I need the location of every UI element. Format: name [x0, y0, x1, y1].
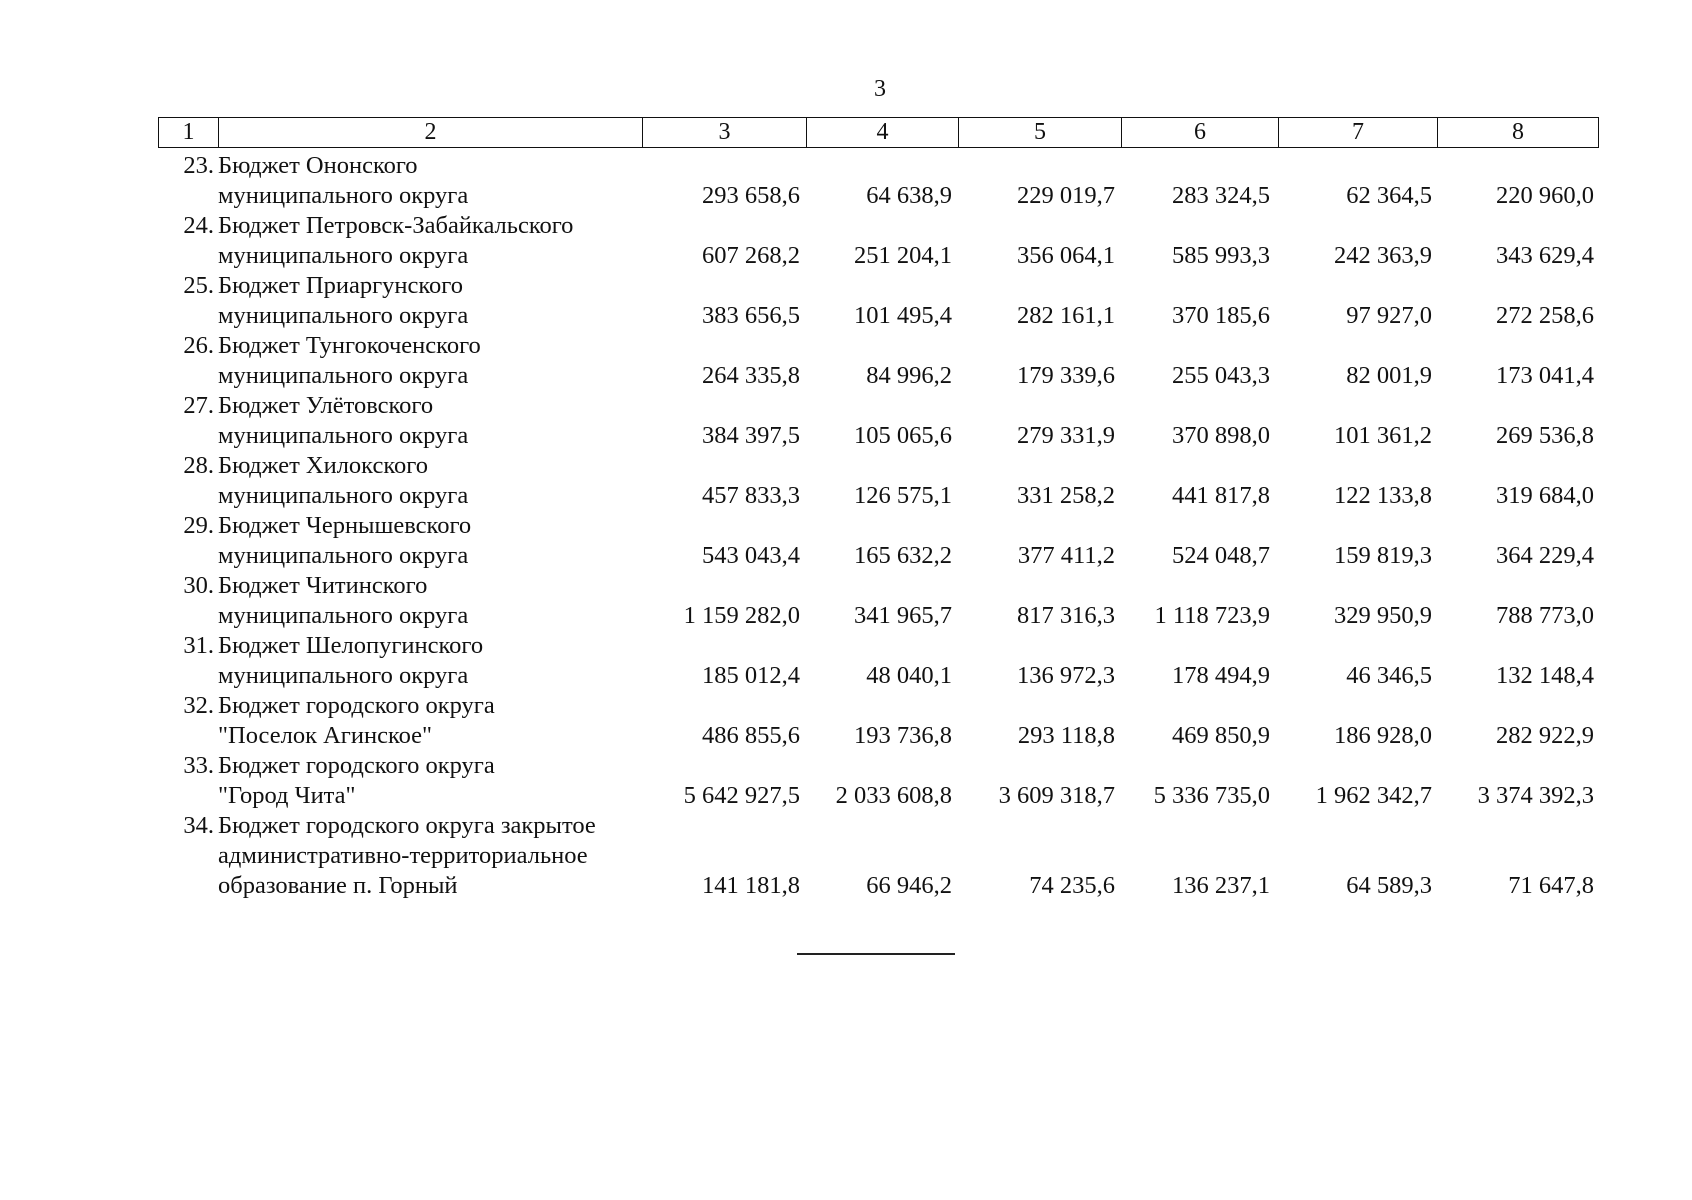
- budget-name-line: административно-территориальное: [218, 842, 588, 869]
- table-row: [158, 271, 1598, 331]
- value-col-8: 788 773,0: [1496, 602, 1594, 629]
- value-col-3: 264 335,8: [702, 362, 800, 389]
- value-col-8: 173 041,4: [1496, 362, 1594, 389]
- budget-name-line: Бюджет Приаргунского: [218, 272, 463, 299]
- value-col-8: 71 647,8: [1508, 872, 1594, 899]
- value-col-5: 74 235,6: [1029, 872, 1115, 899]
- row-number: 27.: [183, 392, 214, 419]
- column-number-1: 1: [159, 118, 219, 148]
- value-col-7: 159 819,3: [1334, 542, 1432, 569]
- row-number: 31.: [183, 632, 214, 659]
- value-col-3: 486 855,6: [702, 722, 800, 749]
- budget-name-line: Бюджет городского округа: [218, 752, 495, 779]
- column-number-4: 4: [807, 118, 959, 148]
- row-number: 23.: [183, 152, 214, 179]
- value-col-8: 282 922,9: [1496, 722, 1594, 749]
- value-col-7: 242 363,9: [1334, 242, 1432, 269]
- value-col-5: 293 118,8: [1017, 722, 1115, 749]
- budget-name-line: муниципального округа: [218, 602, 469, 629]
- value-col-4: 193 736,8: [854, 722, 952, 749]
- table-row: [158, 691, 1598, 751]
- table-row: [158, 751, 1598, 811]
- value-col-4: 105 065,6: [854, 422, 952, 449]
- value-col-6: 370 898,0: [1172, 422, 1270, 449]
- row-number: 33.: [183, 752, 214, 779]
- value-col-4: 64 638,9: [866, 182, 952, 209]
- column-number-6: 6: [1122, 118, 1279, 148]
- table-row: [158, 211, 1598, 271]
- value-col-3: 1 159 282,0: [683, 602, 800, 629]
- value-col-4: 84 996,2: [866, 362, 952, 389]
- value-col-7: 64 589,3: [1346, 872, 1432, 899]
- value-col-6: 5 336 735,0: [1153, 782, 1270, 809]
- table-row: [158, 331, 1598, 391]
- row-number: 26.: [183, 332, 214, 359]
- value-col-6: 585 993,3: [1172, 242, 1270, 269]
- table-row: [158, 631, 1598, 691]
- budget-name-line: муниципального округа: [218, 362, 469, 389]
- table-row: [158, 391, 1598, 451]
- column-number-3: 3: [643, 118, 807, 148]
- value-col-4: 126 575,1: [854, 482, 952, 509]
- value-col-7: 101 361,2: [1334, 422, 1432, 449]
- row-number: 24.: [183, 212, 214, 239]
- budget-name-line: образование п. Горный: [218, 872, 458, 899]
- budget-name-line: Бюджет Тунгокоченского: [218, 332, 481, 359]
- table-row: [158, 571, 1598, 631]
- budget-name-line: муниципального округа: [218, 302, 469, 329]
- column-number-5: 5: [959, 118, 1122, 148]
- budget-name-line: муниципального округа: [218, 422, 469, 449]
- budget-name-line: муниципального округа: [218, 542, 469, 569]
- value-col-4: 101 495,4: [854, 302, 952, 329]
- budget-name-line: Бюджет Читинского: [218, 572, 428, 599]
- value-col-6: 136 237,1: [1172, 872, 1270, 899]
- end-rule: [797, 953, 955, 955]
- value-col-5: 279 331,9: [1017, 422, 1115, 449]
- budget-name-line: Бюджет Хилокского: [218, 452, 428, 479]
- row-number: 25.: [183, 272, 214, 299]
- row-number: 29.: [183, 512, 214, 539]
- budget-name-line: Бюджет Шелопугинского: [218, 632, 484, 659]
- value-col-7: 122 133,8: [1334, 482, 1432, 509]
- budget-name-line: муниципального округа: [218, 482, 469, 509]
- value-col-5: 136 972,3: [1017, 662, 1115, 689]
- row-number: 34.: [183, 812, 214, 839]
- value-col-6: 283 324,5: [1172, 182, 1270, 209]
- column-header-row: [158, 117, 1599, 148]
- value-col-7: 62 364,5: [1346, 182, 1432, 209]
- value-col-8: 3 374 392,3: [1477, 782, 1594, 809]
- budget-name-line: Бюджет Улётовского: [218, 392, 434, 419]
- table-row: [158, 811, 1598, 901]
- value-col-6: 441 817,8: [1172, 482, 1270, 509]
- value-col-3: 383 656,5: [702, 302, 800, 329]
- value-col-7: 1 962 342,7: [1315, 782, 1432, 809]
- budget-name-line: муниципального округа: [218, 242, 469, 269]
- value-col-6: 1 118 723,9: [1154, 602, 1270, 629]
- page-number: 3: [874, 76, 886, 102]
- budget-name-line: муниципального округа: [218, 662, 469, 689]
- budget-name-line: Бюджет Ононского: [218, 152, 418, 179]
- value-col-3: 5 642 927,5: [683, 782, 800, 809]
- value-col-4: 341 965,7: [854, 602, 952, 629]
- value-col-5: 179 339,6: [1017, 362, 1115, 389]
- value-col-3: 607 268,2: [702, 242, 800, 269]
- value-col-4: 48 040,1: [866, 662, 952, 689]
- budget-name-line: Бюджет городского округа закрытое: [218, 812, 596, 839]
- row-number: 30.: [183, 572, 214, 599]
- value-col-5: 331 258,2: [1017, 482, 1115, 509]
- value-col-5: 282 161,1: [1017, 302, 1115, 329]
- value-col-6: 524 048,7: [1172, 542, 1270, 569]
- value-col-3: 457 833,3: [702, 482, 800, 509]
- value-col-7: 329 950,9: [1334, 602, 1432, 629]
- budget-name-line: "Город Чита": [218, 782, 356, 809]
- value-col-4: 2 033 608,8: [835, 782, 952, 809]
- value-col-3: 185 012,4: [702, 662, 800, 689]
- value-col-4: 66 946,2: [866, 872, 952, 899]
- value-col-3: 543 043,4: [702, 542, 800, 569]
- value-col-8: 269 536,8: [1496, 422, 1594, 449]
- value-col-7: 82 001,9: [1346, 362, 1432, 389]
- value-col-7: 46 346,5: [1346, 662, 1432, 689]
- value-col-8: 220 960,0: [1496, 182, 1594, 209]
- column-number-7: 7: [1279, 118, 1438, 148]
- value-col-7: 186 928,0: [1334, 722, 1432, 749]
- row-number: 28.: [183, 452, 214, 479]
- value-col-6: 469 850,9: [1172, 722, 1270, 749]
- row-number: 32.: [183, 692, 214, 719]
- value-col-8: 319 684,0: [1496, 482, 1594, 509]
- value-col-3: 293 658,6: [702, 182, 800, 209]
- value-col-8: 132 148,4: [1496, 662, 1594, 689]
- value-col-6: 370 185,6: [1172, 302, 1270, 329]
- value-col-8: 364 229,4: [1496, 542, 1594, 569]
- column-number-8: 8: [1438, 118, 1599, 148]
- value-col-5: 817 316,3: [1017, 602, 1115, 629]
- value-col-4: 251 204,1: [854, 242, 952, 269]
- value-col-5: 377 411,2: [1017, 542, 1115, 569]
- budget-name-line: Бюджет Чернышевского: [218, 512, 472, 539]
- value-col-5: 229 019,7: [1017, 182, 1115, 209]
- value-col-3: 384 397,5: [702, 422, 800, 449]
- value-col-5: 356 064,1: [1017, 242, 1115, 269]
- budget-name-line: "Поселок Агинское": [218, 722, 433, 749]
- value-col-6: 255 043,3: [1172, 362, 1270, 389]
- table-row: [158, 151, 1598, 211]
- table-row: [158, 451, 1598, 511]
- table-row: [158, 511, 1598, 571]
- budget-name-line: муниципального округа: [218, 182, 469, 209]
- column-number-2: 2: [219, 118, 643, 148]
- value-col-5: 3 609 318,7: [998, 782, 1115, 809]
- value-col-6: 178 494,9: [1172, 662, 1270, 689]
- budget-name-line: Бюджет городского округа: [218, 692, 495, 719]
- value-col-3: 141 181,8: [702, 872, 800, 899]
- budget-name-line: Бюджет Петровск-Забайкальского: [218, 212, 574, 239]
- value-col-8: 272 258,6: [1496, 302, 1594, 329]
- value-col-8: 343 629,4: [1496, 242, 1594, 269]
- value-col-7: 97 927,0: [1346, 302, 1432, 329]
- value-col-4: 165 632,2: [854, 542, 952, 569]
